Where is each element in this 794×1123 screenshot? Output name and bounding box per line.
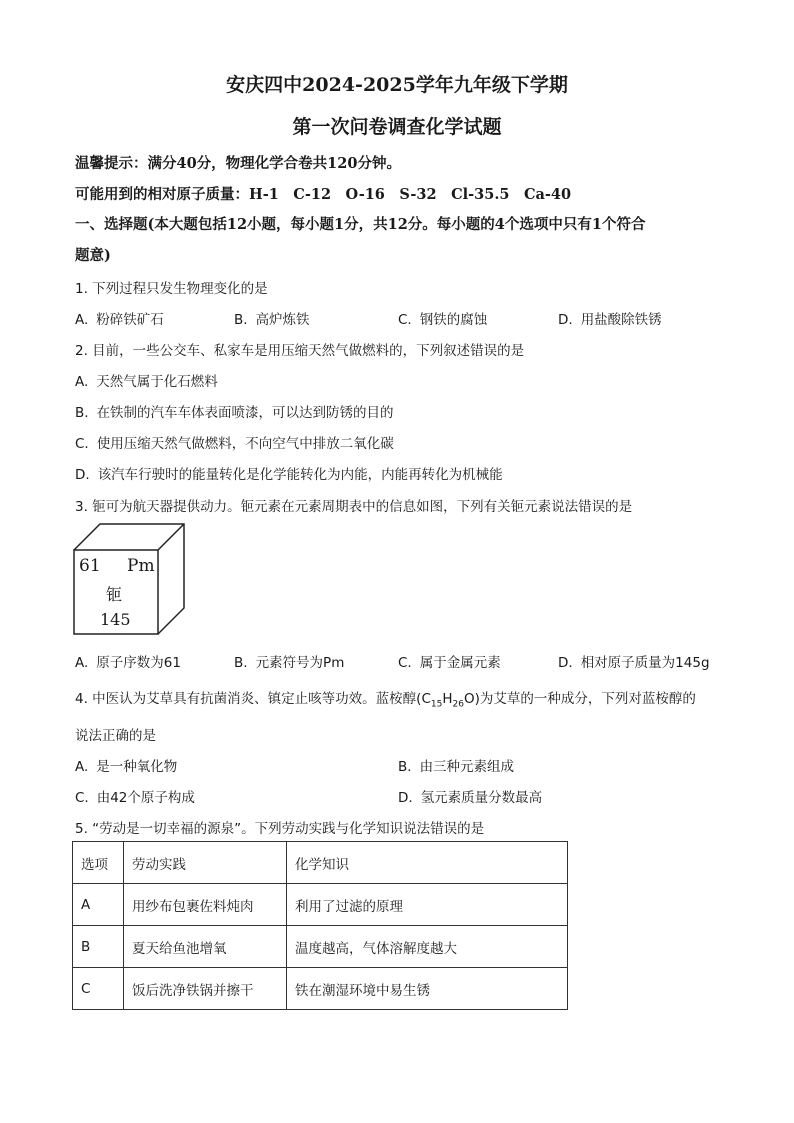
q3-option-d [558,651,710,671]
option-key: B. [398,759,412,775]
option-text: 高炉炼铁 [255,312,310,328]
q3-option-a [75,651,181,671]
q1-option-d [558,308,662,328]
option-key: A. [75,655,89,671]
option-text: 由三种元素组成 [419,759,515,775]
table-cell: 饭后洗净铁锅并擦干 [124,968,287,1010]
option-key: D. [558,312,573,328]
formula-c: C [421,691,431,707]
q3-option-b [234,651,344,671]
atomic-number: 61 [79,556,101,576]
option-text: 用盐酸除铁锈 [580,312,662,328]
table-row [73,968,568,1010]
option-text: 氢元素质量分数最高 [420,790,543,806]
table-cell: 利用了过滤的原理 [287,884,568,926]
q3-option-c [398,651,501,671]
question-1-stem: 1. 下列过程只发生物理变化的是 [75,281,268,297]
q1-option-a [75,308,164,328]
formula-h-sub: 26 [452,699,464,710]
q2-option-c [75,432,394,452]
option-text: 使用压缩天然气做燃料，不向空气中排放二氧化碳 [96,436,394,452]
option-text: 相对原子质量为145g [580,655,710,671]
option-text: 是一种氧化物 [96,759,178,775]
formula-c-sub: 15 [430,699,443,710]
option-key: D. [75,467,90,483]
q4-option-a [75,755,177,775]
table-cell: 铁在潮湿环境中易生锈 [287,968,568,1010]
element-symbol: Pm [127,556,155,576]
option-key: A. [75,312,89,328]
formula-o: O [463,691,475,707]
stem-text: )为艾草的一种成分，下列对蓝桉醇的 [474,691,696,707]
table-row [73,884,568,926]
formula-h: H [442,691,453,707]
section-heading-cont: 题意) [75,247,111,264]
option-text: 属于金属元素 [419,655,501,671]
question-4-stem-cont: 说法正确的是 [75,728,156,744]
option-key: B. [234,655,248,671]
table-header-cell: 劳动实践 [124,842,287,884]
option-key: B. [234,312,248,328]
option-text: 该汽车行驶时的能量转化是化学能转化为内能，内能再转化为机械能 [97,467,503,483]
option-key: D. [558,655,573,671]
option-text: 由42个原子构成 [96,790,195,806]
option-text: 原子序数为61 [96,655,181,671]
exam-tip: 温馨提示：满分40分，物理化学合卷共120分钟。 [75,155,401,172]
option-key: C. [75,436,89,452]
q2-option-b [75,401,394,421]
option-key: A. [75,374,89,390]
table-cell: B [73,926,124,968]
stem-text: 4. 中医认为艾草具有抗菌消炎、镇定止咳等功效。蓝桉醇( [75,691,422,707]
q5-table [72,841,568,1010]
table-row [73,926,568,968]
element-cell-cube [73,523,187,635]
option-key: D. [398,790,413,806]
option-text: 在铁制的汽车车体表面喷漆，可以达到防锈的目的 [96,405,394,421]
option-key: C. [398,655,412,671]
option-text: 钢铁的腐蚀 [419,312,488,328]
table-cell: 用纱布包裹佐料炖肉 [124,884,287,926]
option-key: C. [398,312,412,328]
table-cell: C [73,968,124,1010]
q4-option-b [398,755,514,775]
option-key: A. [75,759,89,775]
question-4-stem [75,687,696,710]
table-cell: 夏天给鱼池增氧 [124,926,287,968]
option-key: B. [75,405,89,421]
option-text: 天然气属于化石燃料 [96,374,218,390]
question-5-stem: 5. “劳动是一切幸福的源泉”。下列劳动实践与化学知识说法错误的是 [75,821,485,837]
q2-option-d [75,463,503,483]
question-3-stem: 3. 钷可为航天器提供动力。钷元素在元素周期表中的信息如图，下列有关钷元素说法错误的是 [75,499,633,515]
q1-option-b [234,308,310,328]
atomic-mass: 145 [100,610,131,629]
element-name: 钷 [106,585,123,604]
option-text: 粉碎铁矿石 [96,312,164,328]
option-key: C. [75,790,89,806]
page-subtitle: 第一次问卷调查化学试题 [292,116,502,138]
page-title: 安庆四中2024-2025学年九年级下学期 [226,74,568,96]
q4-option-d [398,786,542,806]
table-header-cell: 选项 [73,842,124,884]
table-cell: 温度越高，气体溶解度越大 [287,926,568,968]
option-text: 元素符号为Pm [255,655,345,671]
q2-option-a [75,370,218,390]
table-header-row [73,842,568,884]
question-2-stem: 2. 目前，一些公交车、私家车是用压缩天然气做燃料的，下列叙述错误的是 [75,343,525,359]
q4-option-c [75,786,195,806]
table-header-cell: 化学知识 [287,842,568,884]
atomic-masses: 可能用到的相对原子质量：H-1 C-12 O-16 S-32 Cl-35.5 Ca-40 [75,186,572,203]
q1-option-c [398,308,487,328]
table-cell: A [73,884,124,926]
section-heading: 一、选择题(本大题包括12小题，每小题1分，共12分。每小题的4个选项中只有1个符合 [75,216,646,233]
